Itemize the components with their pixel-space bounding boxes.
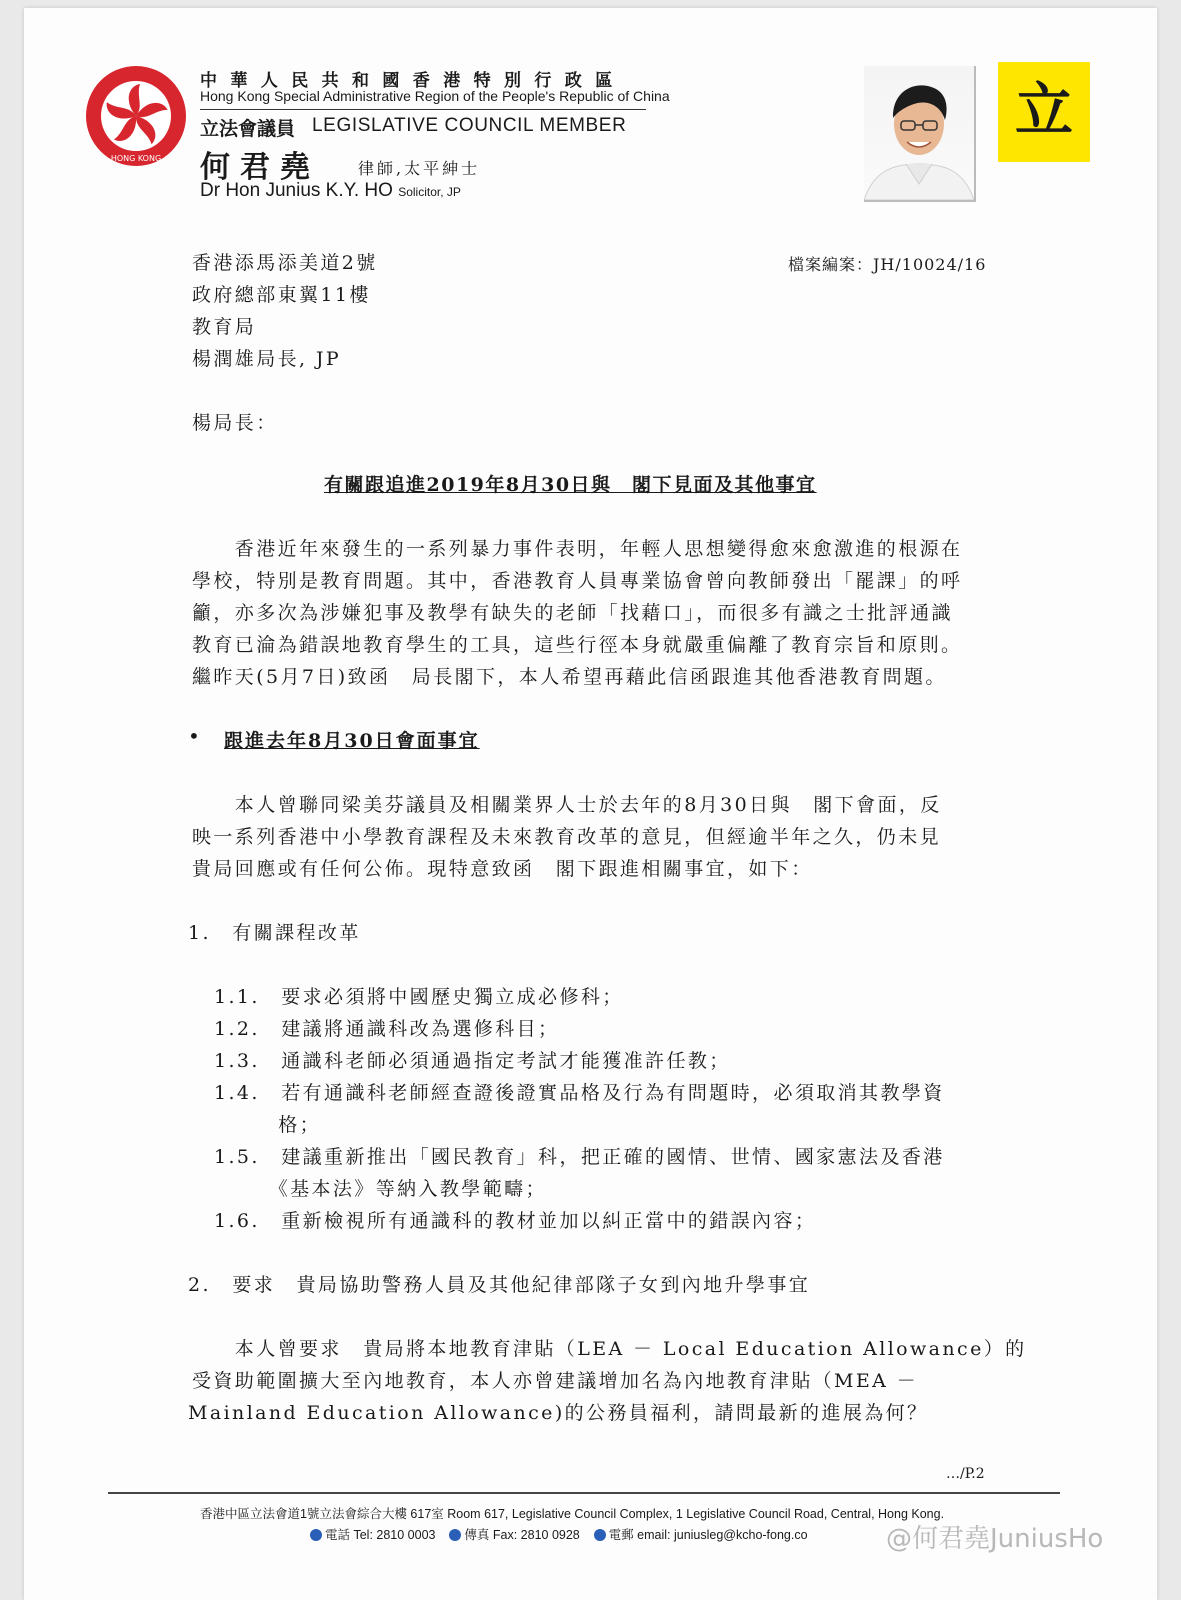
- letter-title: 有關跟追進2019年8月30日與 閣下見面及其他事宜: [324, 474, 817, 496]
- sub-item: 1.6. 重新檢視所有通識科的教材並加以糾正當中的錯誤內容；: [214, 1210, 817, 1232]
- letter-page: [24, 8, 1157, 1600]
- section-line: 映一系列香港中小學教育課程及未來教育改革的意見，但經逾半年之久，仍未見: [192, 826, 942, 848]
- member-title-en: Solicitor, JP: [398, 185, 461, 199]
- salutation: 楊局長：: [192, 412, 278, 434]
- member-portrait: [864, 66, 976, 202]
- fax-icon: [449, 1529, 461, 1541]
- footer-tel: 電話 Tel: 2810 0003: [325, 1528, 436, 1542]
- footer-email: 電郵 email: juniusleg@kcho-fong.co: [608, 1528, 808, 1542]
- page-continuation: …/P.2: [946, 1466, 985, 1482]
- footer-address: 香港中區立法會道1號立法會綜合大樓 617室 Room 617, Legislative Council Complex, 1 Legislative Council Road, Central, Hong Kong.: [200, 1507, 945, 1521]
- sub-item: 《基本法》等納入教學範疇；: [214, 1178, 547, 1200]
- intro-line: 香港近年來發生的一系列暴力事件表明，年輕人思想變得愈來愈激進的根源在: [192, 538, 963, 560]
- address-line: 教育局: [192, 316, 257, 338]
- party-logo: [998, 62, 1090, 162]
- sub-item: 1.4. 若有通識科老師經查證後證實品格及行為有問題時，必須取消其教學資: [214, 1082, 945, 1104]
- member-title-zh: 律師,太平紳士: [358, 159, 481, 178]
- emblem-text: HONG KONG: [110, 154, 162, 163]
- intro-line: 教育已淪為錯誤地教育學生的工具，這些行徑本身就嚴重偏離了教育宗旨和原則。: [192, 634, 963, 656]
- section-heading: 跟進去年8月30日會面事宜: [224, 730, 480, 752]
- header-divider: [200, 109, 646, 110]
- bullet-icon: •: [188, 724, 200, 748]
- sub-item: 1.5. 建議重新推出「國民教育」科，把正確的國情、世情、國家憲法及香港: [214, 1146, 945, 1168]
- address-line: 政府總部東翼11樓: [192, 284, 371, 306]
- sub-item: 1.1. 要求必須將中國歷史獨立成必修科；: [214, 986, 624, 1008]
- region-name-zh: 中華人民共和國香港特別行政區: [200, 71, 626, 91]
- member-name-en: [200, 180, 461, 202]
- sub-item: 格；: [214, 1114, 322, 1136]
- weibo-watermark: @何君堯JuniusHo: [886, 1524, 1104, 1554]
- footer-divider: [108, 1492, 1060, 1494]
- logo-char: 立: [1014, 76, 1074, 144]
- bauhinia-emblem-icon: [84, 64, 188, 168]
- section-line: 貴局回應或有任何公佈。現特意致函 閣下跟進相關事宜，如下：: [192, 858, 813, 880]
- region-name-en: Hong Kong Special Administrative Region of the People's Republic of China: [200, 88, 670, 104]
- address-line: 楊潤雄局長, JP: [192, 348, 342, 370]
- member-name-zh: 何君堯: [200, 150, 320, 185]
- item-line: Mainland Education Allowance)的公務員福利，請問最新的進展為何？: [188, 1402, 929, 1424]
- intro-line: 籲，亦多次為涉嫌犯事及教學有缺失的老師「找藉口」，而很多有識之士批評通識: [192, 602, 953, 624]
- logo-icon: [998, 62, 1090, 162]
- section-line: 本人曾聯同梁美芬議員及相關業界人士於去年的8月30日與 閣下會面，反: [192, 794, 942, 816]
- file-reference: 檔案編案：JH/10024/16: [788, 255, 987, 274]
- council-title-en: LEGISLATIVE COUNCIL MEMBER: [312, 115, 627, 136]
- sub-item: 1.2. 建議將通識科改為選修科目；: [214, 1018, 560, 1040]
- council-title-zh: 立法會議員: [200, 118, 296, 140]
- address-line: 香港添馬添美道2號: [192, 252, 378, 274]
- item-heading: 1. 有關課程改革: [188, 922, 361, 944]
- portrait-icon: [864, 66, 974, 200]
- phone-icon: [310, 1529, 322, 1541]
- item-line: 本人曾要求 貴局將本地教育津貼（LEA － Local Education Allowance）的: [192, 1338, 1027, 1360]
- intro-line: 繼昨天(5月7日)致函 局長閣下，本人希望再藉此信函跟進其他香港教育問題。: [192, 666, 947, 688]
- sub-item: 1.3. 通識科老師必須通過指定考試才能獲准許任教；: [214, 1050, 731, 1072]
- hksar-emblem: [84, 64, 188, 168]
- item-line: 受資助範圍擴大至內地教育，本人亦曾建議增加名為內地教育津貼（MEA －: [192, 1370, 919, 1392]
- footer-fax: 傳真 Fax: 2810 0928: [464, 1528, 580, 1542]
- email-icon: [594, 1529, 606, 1541]
- member-name-en-text: Dr Hon Junius K.Y. HO: [200, 180, 393, 201]
- intro-line: 學校，特別是教育問題。其中，香港教育人員專業協會曾向教師發出「罷課」的呼: [192, 570, 963, 592]
- item-heading: 2. 要求 貴局協助警務人員及其他紀律部隊子女到內地升學事宜: [188, 1274, 811, 1296]
- footer-contacts: [310, 1525, 808, 1543]
